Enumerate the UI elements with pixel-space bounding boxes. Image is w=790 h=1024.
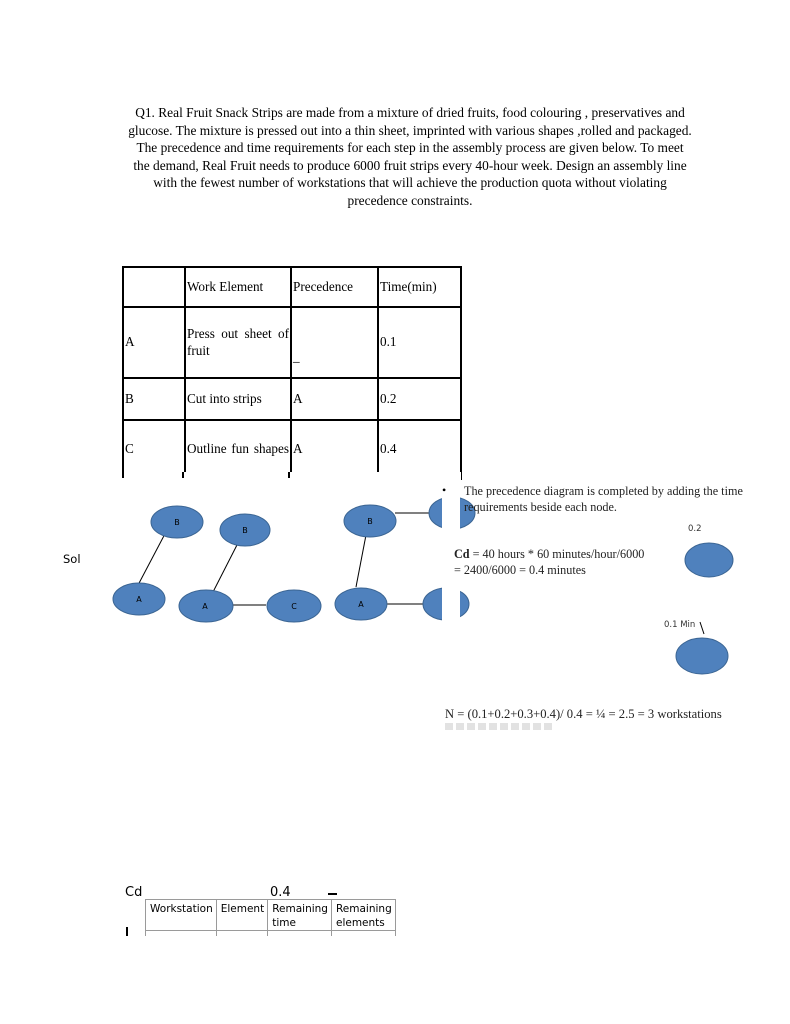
precedence-cell: A	[291, 378, 378, 420]
workstation-table	[145, 899, 396, 936]
table-cell	[146, 931, 217, 937]
table-header-cell: Element	[216, 900, 267, 931]
description-cell: Cut into strips	[185, 378, 291, 420]
node-label: A	[136, 595, 142, 604]
workstation-formula: N = (0.1+0.2+0.3+0.4)/ 0.4 = ¼ = 2.5 = 3 workstations	[445, 707, 722, 721]
question-block	[0, 104, 703, 216]
cd-formula-line1: = 40 hours * 60 minutes/hour/6000	[472, 547, 645, 561]
node-label: B	[174, 518, 180, 527]
element-cell: C	[123, 420, 185, 479]
question-line: precedence constraints.	[347, 192, 473, 208]
table-row	[146, 931, 396, 937]
question-line: with the fewest number of workstations that will achieve the production quota without violating	[153, 175, 667, 191]
question-line: The precedence and time requirements for each step in the assembly process are given below. To meet	[136, 140, 684, 156]
time-cell: 0.4	[378, 420, 461, 479]
node-label: C	[291, 602, 297, 611]
description-text: Outline fun shapes	[187, 441, 289, 457]
time-cell: 0.1	[378, 307, 461, 378]
time-cell: 0.2	[378, 378, 461, 420]
table-row	[123, 420, 461, 479]
description-cell	[185, 307, 291, 378]
time-label: 0.1 Min	[664, 620, 696, 630]
node-label: B	[242, 526, 248, 535]
precedence-cell: _	[291, 307, 378, 378]
node-partial-shape	[670, 620, 710, 680]
dash-mark	[328, 893, 337, 895]
faded-text	[445, 723, 555, 730]
table-row	[123, 378, 461, 420]
table-header-cell: Workstation	[146, 900, 217, 931]
table-header-row	[123, 267, 461, 307]
edge-a-b	[137, 530, 167, 587]
question-line: Q1. Real Fruit Snack Strips are made from a mixture of dried fruits, food colouring , preservatives and	[135, 105, 685, 120]
node-label: A	[358, 600, 364, 609]
cd-partial: Cd	[125, 885, 143, 900]
value-partial: 0.4	[270, 885, 291, 900]
table-header-cell: Remaining time	[268, 900, 332, 931]
edge-a-b	[356, 535, 366, 587]
cycle-time-formula	[454, 546, 754, 578]
table-header-cell: Remaining elements	[331, 900, 395, 931]
node-label: A	[202, 602, 208, 611]
question-text	[30, 104, 790, 210]
element-cell: B	[123, 378, 185, 420]
n-partial-mark	[126, 927, 128, 936]
cd-formula-line2: = 2400/6000 = 0.4 minutes	[454, 563, 586, 577]
cd-symbol: Cd	[454, 547, 470, 561]
bullet-icon: •	[442, 483, 447, 497]
table-header-cell: Precedence	[291, 267, 378, 307]
precedence-diagram	[0, 475, 460, 655]
table-header-cell: Time(min)	[378, 267, 461, 307]
time-label: 0.2	[688, 524, 702, 534]
node-label: B	[367, 517, 373, 526]
bullet-text: The precedence diagram is completed by adding the time requirements beside each node.	[464, 484, 743, 514]
table-header-cell	[123, 267, 185, 307]
table-header-row	[146, 900, 396, 931]
question-line: glucose. The mixture is pressed out into a thin sheet, imprinted with various shapes ,rolled and packaged.	[128, 122, 692, 138]
table-cell	[268, 931, 332, 937]
table-row	[123, 307, 461, 378]
edge-a-b	[213, 543, 238, 592]
description-cell	[185, 420, 291, 479]
element-cell: A	[123, 307, 185, 378]
solution-label: Sol	[63, 552, 81, 566]
work-element-table	[122, 266, 462, 480]
solution-slide	[442, 480, 743, 740]
description-text: Press out sheet of fruit	[187, 326, 289, 358]
table-header-cell: Work Element	[185, 267, 291, 307]
precedence-cell: A	[291, 420, 378, 479]
table-cell	[216, 931, 267, 937]
table-cell	[331, 931, 395, 937]
question-line: the demand, Real Fruit needs to produce 6000 fruit strips every 40-hour week. Design an assembly line	[133, 157, 687, 173]
